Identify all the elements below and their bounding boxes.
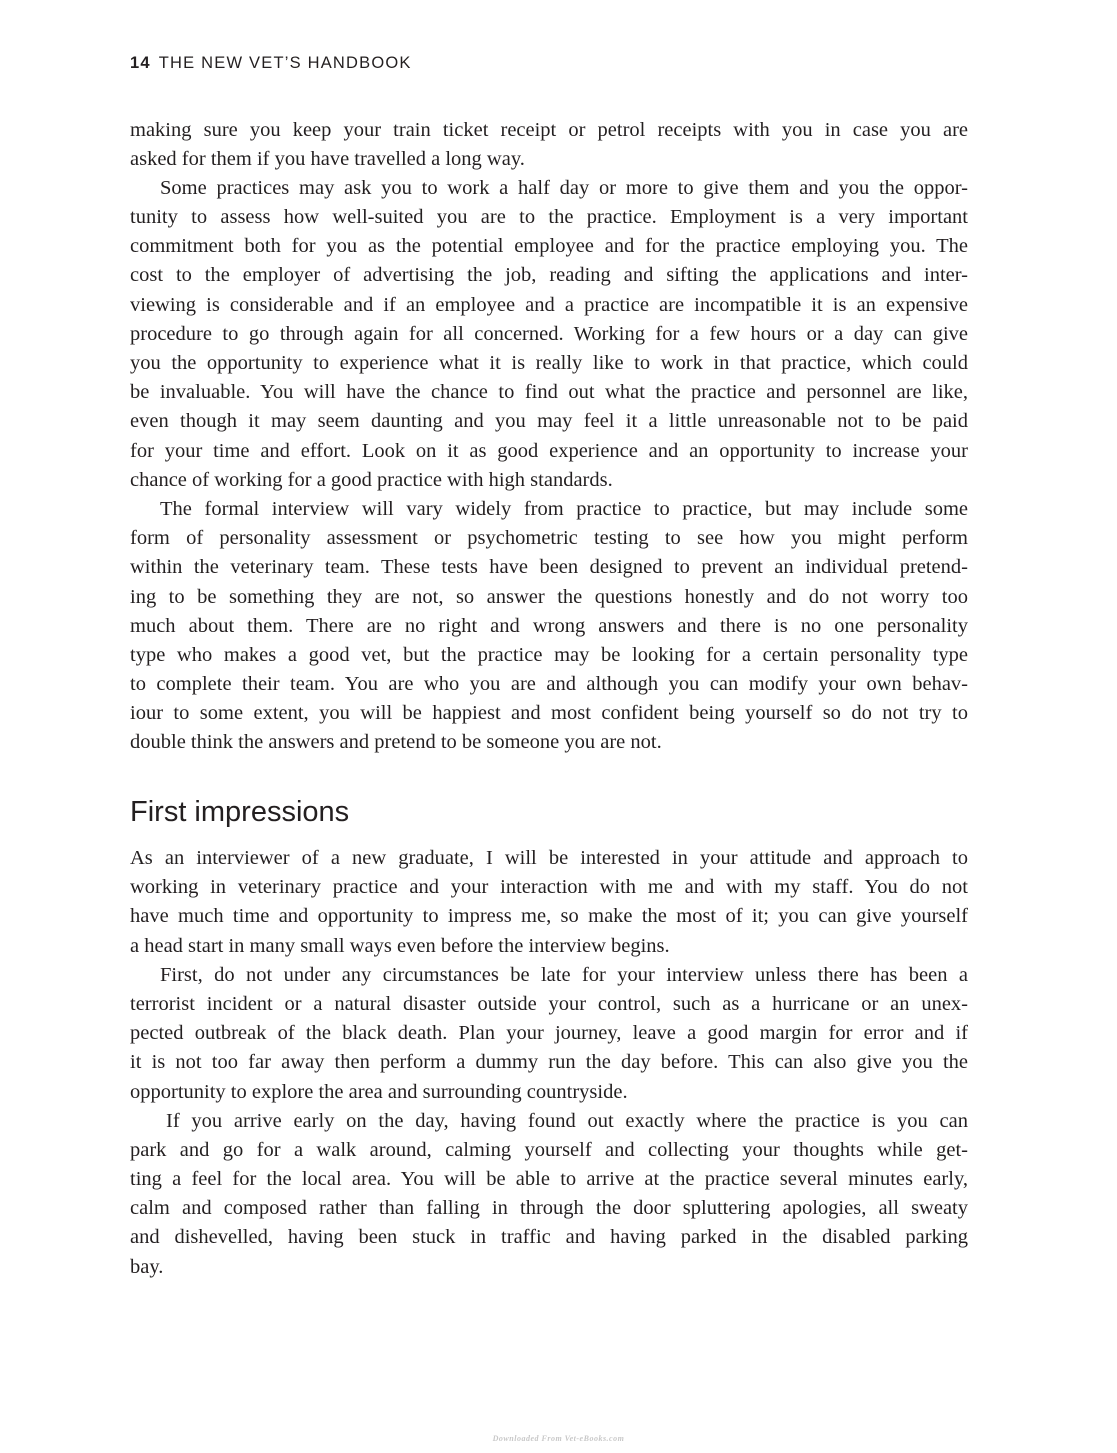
text-line: First, do not under any circumstances be late for your interview unless there has been a bbox=[160, 963, 968, 986]
text-line: a head start in many small ways even before the interview begins. bbox=[130, 934, 670, 957]
text-line: tunity to assess how well-suited you are to the practice. Employment is a very important bbox=[130, 206, 968, 229]
text-line: chance of working for a good practice with high standards. bbox=[130, 468, 613, 491]
running-head bbox=[130, 54, 412, 73]
text-line: asked for them if you have travelled a long way. bbox=[130, 147, 525, 170]
download-watermark: Downloaded From Vet-eBooks.com bbox=[492, 1434, 625, 1443]
text-line: double think the answers and pretend to be someone you are not. bbox=[130, 731, 662, 754]
book-title: THE NEW VET’S HANDBOOK bbox=[158, 54, 412, 72]
text-line: calm and composed rather than falling in through the door spluttering apologies, all sweaty bbox=[130, 1197, 968, 1220]
text-line: making sure you keep your train ticket receipt or petrol receipts with you in case you are bbox=[130, 118, 968, 141]
text-line: it is not too far away then perform a dummy run the day before. This can also give you the bbox=[130, 1051, 968, 1074]
section-heading: First impressions bbox=[130, 796, 350, 828]
text-line: ing to be something they are not, so answer the questions honestly and do not worry too bbox=[130, 585, 968, 608]
text-line: to complete their team. You are who you are and although you can modify your own behav- bbox=[130, 673, 968, 696]
text-line: you the opportunity to experience what it is really like to work in that practice, which could bbox=[130, 352, 968, 374]
text-line: viewing is considerable and if an employee and a practice are incompatible it is an expensive bbox=[130, 293, 968, 316]
text-line: Some practices may ask you to work a half day or more to give them and you the oppor- bbox=[160, 176, 968, 199]
text-line: type who makes a good vet, but the practice may be looking for a certain personality type bbox=[130, 643, 968, 666]
body-text-top bbox=[130, 116, 968, 758]
text-line: pected outbreak of the black death. Plan your journey, leave a good margin for error and if bbox=[130, 1022, 968, 1045]
text-line: working in veterinary practice and your interaction with me and with my staff. You do not bbox=[130, 876, 968, 899]
text-line: for your time and effort. Look on it as good experience and an opportunity to increase your bbox=[130, 439, 968, 462]
body-text-bottom bbox=[130, 844, 968, 1282]
text-line: As an interviewer of a new graduate, I will be interested in your attitude and approach to bbox=[130, 847, 968, 869]
text-line: The formal interview will vary widely from practice to practice, but may include some bbox=[160, 497, 968, 520]
text-line: terrorist incident or a natural disaster outside your control, such as a hurricane or an unex- bbox=[130, 992, 968, 1015]
text-line: park and go for a walk around, calming yourself and collecting your thoughts while get- bbox=[130, 1138, 968, 1161]
text-line: be invaluable. You will have the chance to find out what the practice and personnel are like, bbox=[130, 381, 968, 404]
text-line: cost to the employer of advertising the job, reading and sifting the applications and inter- bbox=[130, 264, 968, 287]
text-line: within the veterinary team. These tests have been designed to prevent an individual pretend- bbox=[130, 556, 968, 579]
page-number: 14 bbox=[130, 54, 151, 72]
text-line: iour to some extent, you will be happiest and most confident being yourself so do not try to bbox=[130, 702, 968, 725]
text-line: If you arrive early on the day, having found out exactly where the practice is you can bbox=[166, 1109, 968, 1132]
text-line: much about them. There are no right and wrong answers and there is no one personality bbox=[130, 614, 968, 637]
text-line: procedure to go through again for all concerned. Working for a few hours or a day can give bbox=[130, 322, 968, 345]
text-line: even though it may seem daunting and you may feel it a little unreasonable not to be paid bbox=[130, 410, 968, 433]
text-line: opportunity to explore the area and surrounding countryside. bbox=[130, 1080, 628, 1103]
text-line: commitment both for you as the potential employee and for the practice employing you. The bbox=[130, 235, 968, 258]
text-line: and dishevelled, having been stuck in traffic and having parked in the disabled parking bbox=[130, 1226, 968, 1249]
text-line: ting a feel for the local area. You will be able to arrive at the practice several minutes early, bbox=[130, 1168, 968, 1191]
text-line: bay. bbox=[130, 1255, 164, 1278]
text-line: form of personality assessment or psychometric testing to see how you might perform bbox=[130, 527, 968, 550]
text-line: have much time and opportunity to impress me, so make the most of it; you can give yourself bbox=[130, 905, 968, 928]
